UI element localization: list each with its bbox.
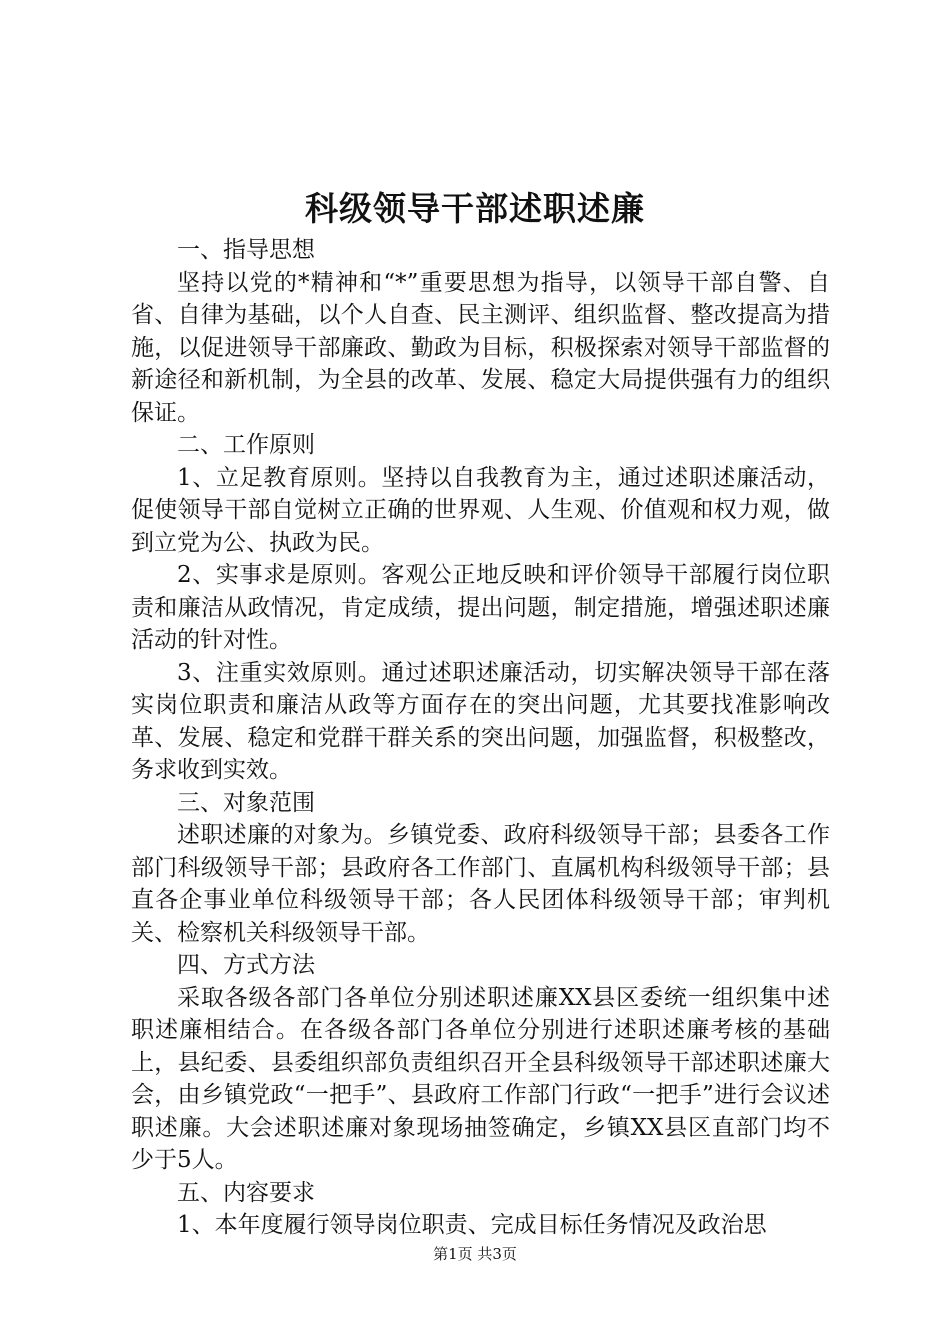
section-heading-guiding-ideology: 一、指导思想 <box>177 237 315 263</box>
paragraph-scope: 述职述廉的对象为。乡镇党委、政府科级领导干部；县委各工作部门科级领导干部；县政府各工作部门、直属机构科级领导干部；县直各企事业单位科级领导干部；各人民团体科级领导干部；审判机关、检察机关科级领导干部。 <box>131 822 830 946</box>
page-footer: 第1页 共3页 <box>433 1245 517 1263</box>
paragraph-guiding-ideology: 坚持以党的*精神和“*”重要思想为指导，以领导干部自警、自省、自律为基础，以个人自查、民主测评、组织监督、整改提高为措施，以促进领导干部廉政、勤政为目标，积极探索对领导干部监督的新途径和新机制，为全县的改革、发展、稳定大局提供强有力的组织保证。 <box>131 269 830 426</box>
section-heading-methods: 四、方式方法 <box>177 952 315 978</box>
section-heading-scope: 三、对象范围 <box>177 789 315 816</box>
document-body <box>131 234 830 1242</box>
paragraph-content-requirement-1: 1、本年度履行领导岗位职责、完成目标任务情况及政治思 <box>177 1212 767 1238</box>
document-title: 科级领导干部述职述廉 <box>305 189 645 228</box>
section-heading-content-requirements: 五、内容要求 <box>177 1179 315 1206</box>
paragraph-principle-facts: 2、实事求是原则。客观公正地反映和评价领导干部履行岗位职责和廉洁从政情况，肯定成绩，提出问题，制定措施，增强述职述廉活动的针对性。 <box>131 562 830 653</box>
paragraph-principle-education: 1、立足教育原则。坚持以自我教育为主，通过述职述廉活动，促使领导干部自觉树立正确的世界观、人生观、价值观和权力观，做到立党为公、执政为民。 <box>131 464 830 556</box>
paragraph-principle-effectiveness: 3、注重实效原则。通过述职述廉活动，切实解决领导干部在落实岗位职责和廉洁从政等方面存在的突出问题，尤其要找准影响改革、发展、稳定和党群干群关系的突出问题，加强监督，积极整改，务求收到实效。 <box>131 659 830 783</box>
paragraph-methods: 采取各级各部门各单位分别述职述廉XX县区委统一组织集中述职述廉相结合。在各级各部门各单位分别进行述职述廉考核的基础上，县纪委、县委组织部负责组织召开全县科级领导干部述职述廉大会，由乡镇党政“一把手”、县政府工作部门行政“一把手”进行会议述职述廉。大会述职述廉对象现场抽签确定，乡镇XX县区直部门均不少于5人。 <box>131 984 830 1173</box>
section-heading-work-principles: 二、工作原则 <box>177 432 315 458</box>
